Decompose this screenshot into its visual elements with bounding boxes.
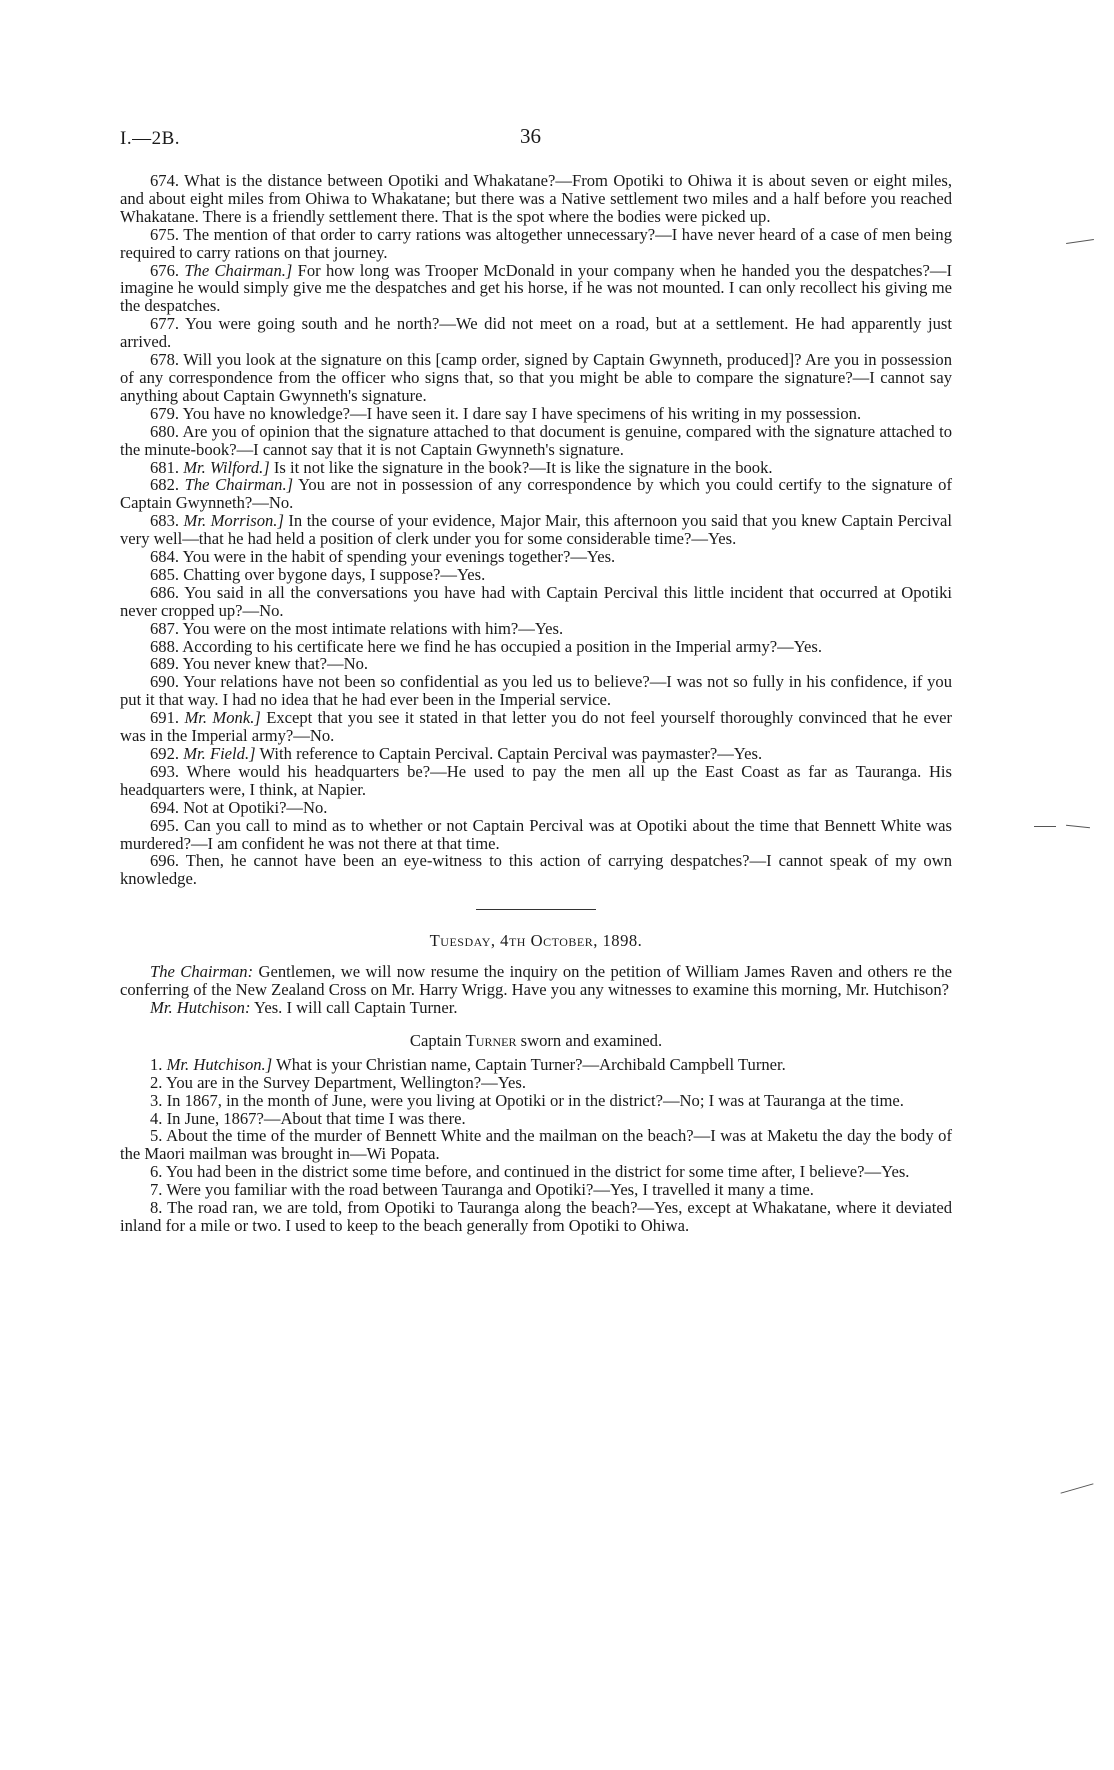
page-header: [120, 124, 950, 158]
witness-name: Turner: [465, 1030, 517, 1050]
question-text: You were on the most intimate relations with him?—Yes.: [182, 618, 564, 638]
question-text: Not at Opotiki?—No.: [183, 797, 328, 817]
question-text: Can you call to mind as to whether or not Captain Percival was at Opotiki about the time that Bennett White was murdered?—I am confident he was not there at that time.: [120, 815, 952, 853]
page-number: 36: [520, 124, 541, 148]
question-number: 676.: [150, 260, 180, 280]
margin-mark: [1061, 1483, 1094, 1493]
question-paragraph: [120, 1127, 952, 1163]
question-paragraph: [120, 1074, 952, 1092]
question-text: Except that you see it stated in that letter you do not feel yourself thoroughly convinced that he ever was in the Imperial army?—No.: [120, 708, 952, 746]
speaker-name: The Chairman:: [150, 962, 254, 982]
question-paragraph: [120, 638, 952, 656]
question-number: 1.: [150, 1054, 163, 1074]
question-number: 7.: [150, 1180, 163, 1200]
question-number: 5.: [150, 1126, 163, 1146]
question-text: Are you of opinion that the signature attached to that document is genuine, compared with the signature attached to the minute-book?—I cannot say that it is not Captain Gwynneth's signature.: [120, 421, 953, 459]
question-paragraph: [120, 745, 952, 763]
question-paragraph: [120, 817, 952, 853]
date-heading: Tuesday, 4th October, 1898.: [429, 931, 643, 951]
question-text: With reference to Captain Percival. Captain Percival was paymaster?—Yes.: [259, 744, 763, 763]
question-text: You had been in the district some time before, and continued in the district for some time after, I believe?—Yes.: [166, 1162, 910, 1182]
question-number: 684.: [150, 547, 180, 567]
questions-before: [120, 172, 952, 888]
question-number: 8.: [150, 1198, 163, 1218]
question-number: 687.: [150, 618, 180, 638]
question-text: About the time of the murder of Bennett White and the mailman on the beach?—I was at Maketu the day the body of the Maori mailman was brought in—Wi Popata.: [120, 1126, 953, 1164]
question-paragraph: [120, 1092, 952, 1110]
question-paragraph: [120, 172, 952, 226]
question-paragraph: [120, 566, 952, 584]
question-number: 675.: [150, 224, 180, 244]
question-paragraph: [120, 1163, 952, 1181]
question-number: 4.: [150, 1108, 163, 1128]
intro-paragraphs: [120, 963, 952, 1017]
question-number: 3.: [150, 1090, 163, 1110]
question-number: 680.: [150, 421, 180, 441]
question-paragraph: [120, 620, 952, 638]
question-text: Where would his headquarters be?—He used to pay the men all up the East Coast as far as Tauranga. His headquarters were, I think, at Napier.: [120, 761, 952, 799]
question-number: 6.: [150, 1162, 163, 1182]
question-number: 677.: [150, 314, 180, 334]
question-number: 686.: [150, 582, 180, 602]
question-paragraph: [120, 226, 952, 262]
question-text: Is it not like the signature in the book?—It is like the signature in the book.: [273, 457, 773, 477]
question-paragraph: [120, 548, 952, 566]
question-text: Will you look at the signature on this [camp order, signed by Captain Gwynneth, produced]? Are you in possession of any correspondence from the officer who signs that, so that you might be able to compare the signature?—I cannot say anything about Captain Gwynneth's signature.: [120, 350, 952, 405]
question-text: Then, he cannot have been an eye-witness to this action of carrying despatches?—I cannot speak of my own knowledge.: [120, 851, 952, 889]
document-body: [120, 172, 952, 1235]
question-text: What is the distance between Opotiki and Whakatane?—From Opotiki to Ohiwa it is about seven or eight miles, and about eight miles from Ohiwa to Whakatane; but there was a Native settlement two miles and a half before you reached Whakatane. There is a friendly settlement there. That is the spot where the bodies were picked up.: [120, 171, 952, 226]
intro-text: Gentlemen, we will now resume the inquiry on the petition of William James Raven and others re the conferring of the New Zealand Cross on Mr. Harry Wrigg. Have you any witnesses to examine this morning, Mr. Hutchison?: [120, 962, 952, 1000]
speaker-name: Mr. Hutchison:: [150, 997, 251, 1017]
question-text: The mention of that order to carry rations was altogether unnecessary?—I have never heard of a case of men being required to carry rations on that journey.: [120, 224, 952, 262]
intro-paragraph: [120, 999, 952, 1017]
question-number: 689.: [150, 654, 180, 674]
question-text: In June, 1867?—About that time I was there.: [166, 1108, 466, 1128]
question-paragraph: [120, 405, 952, 423]
question-paragraph: [120, 763, 952, 799]
question-paragraph: [120, 584, 952, 620]
question-paragraph: [120, 476, 952, 512]
question-paragraph: [120, 459, 952, 477]
speaker-name: Mr. Hutchison.]: [166, 1054, 273, 1074]
question-number: 688.: [150, 636, 180, 656]
question-text: Your relations have not been so confidential as you led us to believe?—I was not so fully in his confidence, if you put it that way. I had no idea that he had ever been in the Imperial service.: [120, 672, 952, 710]
question-paragraph: [120, 1110, 952, 1128]
margin-mark: [1034, 826, 1056, 827]
speaker-name: Mr. Wilford.]: [183, 457, 270, 477]
intro-text: Yes. I will call Captain Turner.: [254, 997, 458, 1017]
question-paragraph: [120, 852, 952, 888]
speaker-name: Mr. Morrison.]: [183, 511, 284, 531]
question-paragraph: [120, 709, 952, 745]
question-text: Were you familiar with the road between Tauranga and Opotiki?—Yes, I travelled it many a time.: [166, 1180, 814, 1200]
speaker-name: The Chairman.]: [184, 475, 294, 495]
question-paragraph: [120, 315, 952, 351]
question-text: You are in the Survey Department, Wellington?—Yes.: [166, 1072, 527, 1092]
question-paragraph: [120, 512, 952, 548]
question-number: 695.: [150, 815, 180, 835]
question-number: 679.: [150, 403, 180, 423]
question-paragraph: [120, 1181, 952, 1199]
question-text: According to his certificate here we find he has occupied a position in the Imperial army?—Yes.: [182, 636, 823, 656]
question-number: 2.: [150, 1072, 163, 1092]
margin-mark: [1066, 825, 1090, 829]
margin-mark: [1066, 239, 1094, 244]
speaker-name: Mr. Field.]: [183, 744, 256, 763]
question-text: The road ran, we are told, from Opotiki to Tauranga along the beach?—Yes, except at Whakatane, where it deviated inland for a mile or two. I used to keep to the beach generally from Opotiki to Ohiwa.: [120, 1198, 952, 1235]
question-paragraph: [120, 673, 952, 709]
question-number: 678.: [150, 350, 180, 370]
question-text: In 1867, in the month of June, were you living at Opotiki or in the district?—No; I was at Tauranga at the time.: [166, 1090, 904, 1110]
question-number: 691.: [150, 708, 180, 728]
question-number: 682.: [150, 475, 180, 495]
question-paragraph: [120, 262, 952, 316]
question-number: 694.: [150, 797, 180, 817]
question-number: 690.: [150, 672, 180, 692]
question-number: 696.: [150, 851, 180, 871]
question-number: 683.: [150, 511, 180, 531]
question-number: 685.: [150, 564, 180, 584]
question-text: You said in all the conversations you have had with Captain Percival this little incident that occurred at Opotiki never cropped up?—No.: [120, 582, 952, 620]
question-paragraph: [120, 1056, 952, 1074]
question-text: Chatting over bygone days, I suppose?—Yes.: [183, 564, 486, 584]
question-paragraph: [120, 1199, 952, 1235]
question-number: 674.: [150, 171, 180, 190]
question-number: 693.: [150, 761, 180, 781]
document-reference: I.—2B.: [120, 128, 180, 149]
question-paragraph: [120, 799, 952, 817]
question-text: You have no knowledge?—I have seen it. I dare say I have specimens of his writing in my possession.: [182, 403, 862, 423]
question-paragraph: [120, 351, 952, 405]
section-divider: [476, 909, 596, 910]
question-paragraph: [120, 655, 952, 673]
speaker-name: The Chairman.]: [184, 260, 293, 280]
questions-after: [120, 1056, 952, 1235]
question-paragraph: [120, 423, 952, 459]
witness-heading-pre: Captain: [409, 1030, 462, 1050]
witness-heading-post: sworn and examined.: [520, 1030, 663, 1050]
question-text: You never knew that?—No.: [182, 654, 369, 674]
question-text: You were in the habit of spending your evenings together?—Yes.: [182, 547, 616, 567]
question-text: What is your Christian name, Captain Turner?—Archibald Campbell Turner.: [276, 1054, 786, 1074]
question-number: 681.: [150, 457, 180, 477]
question-number: 692.: [150, 744, 180, 763]
question-text: In the course of your evidence, Major Mair, this afternoon you said that you knew Captain Percival very well—that he had held a position of clerk under you for some considerable time?—Yes.: [120, 511, 952, 549]
intro-paragraph: [120, 963, 952, 999]
question-text: For how long was Trooper McDonald in your company when he handed you the despatches?—I imagine he would simply give me the despatches and get his horse, if he was not mounted. I can only recollect his giving me the despatches.: [120, 260, 952, 316]
question-text: You are not in possession of any correspondence by which you could certify to the signature of Captain Gwynneth?—No.: [120, 475, 952, 513]
question-text: You were going south and he north?—We did not meet on a road, but at a settlement. He had apparently just arrived.: [120, 314, 952, 352]
speaker-name: Mr. Monk.]: [184, 708, 261, 728]
witness-heading: [120, 1032, 952, 1050]
